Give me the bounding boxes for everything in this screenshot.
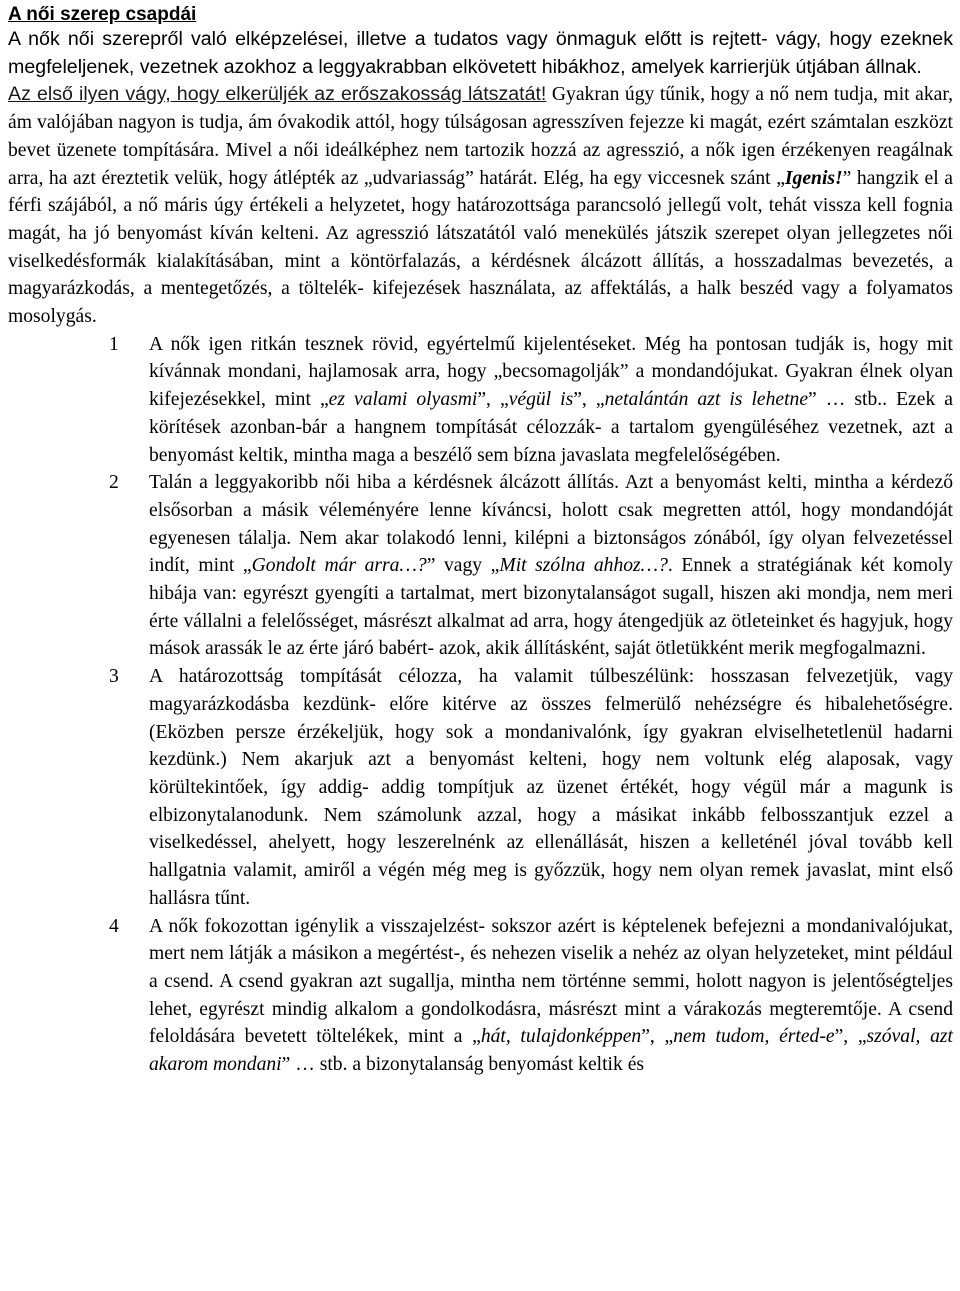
intro-text-3: ” hangzik el a férfi szájából, a nő máris úgy értékeli a helyzetet, hogy határozottsága parancsoló jellegű volt, tehát vissza kell fognia magát, ha jó benyomást kíván kelteni. Az agresszió látszatától való menekülés játszik szerepet olyan jellegzetes női viselkedésformák kialakításában, mint a köntörfalazás, a kérdésnek álcázott állítás, a hosszadalmas bevezetés, a magyarázkodás, a mentegetőzés, a töltelék- kifejezések használata, az affektálás, a halk beszéd vagy a folyamatos mosolygás. xyxy=(8,167,953,328)
list-item xyxy=(8,913,953,1079)
list-number: 2 xyxy=(109,472,119,494)
list-number: 4 xyxy=(109,915,119,937)
intro-text-2: Gyakran úgy tűnik, hogy a nő nem tudja, mit akar, ám valójában nagyon is tudja, ám óvakodik attól, hogy túlságosan agresszíven fejezze ki magát, ezért számtalan eszközt bevet üzenete tompítására. Mivel a női ideálképhez nem tartozik hozzá az agresszió, a nők igen érzékenyen reagálnak arra, ha azt éreztetik velük, hogy átlépték az „udvariasság” határát. Elég, ha egy viccesnek szánt „ xyxy=(8,84,953,189)
intro-igenis: Igenis! xyxy=(784,167,843,189)
list-item xyxy=(8,331,953,470)
intro-paragraph xyxy=(8,26,953,331)
list-number: 1 xyxy=(109,333,119,355)
list-item-text: A határozottság tompítását célozza, ha valamit túlbeszélünk: hosszasan felvezetjük, vagy magyarázkodásba kezdünk- előre kitérve az összes felmerülő nehézségre és hibalehetőségre. (Eközben persze érzékeljük, hogy sok a mondanivalónk, így gyakran elviselhetetlenül hadarni kezdünk.) Nem akarjuk azt a benyomást kelteni, hogy nem voltunk elég alaposak, vagy körültekintőek, így addig- addig tompítjuk az üzenet értékét, hogy végül már a magunk is elbizonytalanodunk. Nem számolunk azzal, hogy a másikat inkább felbosszantjuk ezzel a viselkedéssel, ahelyett, hogy leszerelnénk az ellenállását, hiszen a kelleténél jóval tovább kell hallgatnia valamit, amiről a végén még meg is győzzük, hogy nem olyan remek javaslat, mint első hallásra tűnt. xyxy=(149,666,953,909)
document-title: A női szerep csapdái xyxy=(8,4,197,25)
document-page xyxy=(0,3,960,1079)
intro-text-1: A nők női szerepről való elképzelései, illetve a tudatos vagy önmaguk előtt is rejtett- vágy, hogy ezeknek megfeleljenek, vezetnek azokhoz a leggyakrabban elkövetett hibákhoz, amelyek karrierjük útjában állnak. xyxy=(8,28,953,78)
list-item xyxy=(8,469,953,663)
list-item-text: A nők fokozottan igénylik a visszajelzést- sokszor azért is képtelenek befejezni a mondanivalójukat, mert nem látják a másikon a megértést-, és nehezen viselik a nehéz az olyan helyzeteket, mint például a csend. A csend gyakran azt sugallja, mintha nem történne semmi, holott nagyon is jelentőségteljes lehet, egyrészt mindig alkalom a gondolkodásra, másrészt mint a várakozás megteremtője. A csend feloldására bevetett töltelékek, mint a „hát, tulajdonképpen”, „nem tudom, érted-e”, „szóval, azt akarom mondani” … stb. a bizonytalanság benyomást keltik és xyxy=(149,915,953,1076)
list-number: 3 xyxy=(109,666,119,688)
intro-underlined-sentence: Az első ilyen vágy, hogy elkerüljék az erőszakosság látszatát! xyxy=(8,83,547,106)
list-item-text: Talán a leggyakoribb női hiba a kérdésnek álcázott állítás. Azt a benyomást kelti, mintha a kérdező elsősorban a másik véleményére lenne kíváncsi, holott csak megretten attól, hogy mondandóját egyenesen tálalja. Nem akar tolakodó lenni, kilépni a biztonságos zónából, így olyan felvezetéssel indít, mint „Gondolt már arra…?” vagy „Mit szólna ahhoz…?. Ennek a stratégiának két komoly hibája van: egyrészt gyengíti a tartalmat, mert bizonytalanságot sugall, hiszen aki mondja, nem meri érte vállalni a felelősséget, másrészt alkalmat ad arra, hogy átengedjük az ötleteinket és hagyjuk, hogy mások arassák le az érte járó babért- azok, akik állításként, saját ötletükként merik megfogalmazni. xyxy=(149,472,953,660)
list-item xyxy=(8,663,953,912)
list-item-text: A nők igen ritkán tesznek rövid, egyértelmű kijelentéseket. Még ha pontosan tudják is, hogy mit kívánnak mondani, hajlamosak arra, hogy „becsomagolják” a mondandójukat. Gyakran élnek olyan kifejezésekkel, mint „ez valami olyasmi”, „végül is”, „netalántán azt is lehetne” … stb.. Ezek a körítések azonban-bár a hangnem tompítását célozzák- a tartalom gyengüléséhez vezetnek, azt a benyomást keltik, mintha maga a beszélő sem bízna javaslata megfelelőségében. xyxy=(149,333,953,466)
numbered-list xyxy=(8,331,953,1079)
